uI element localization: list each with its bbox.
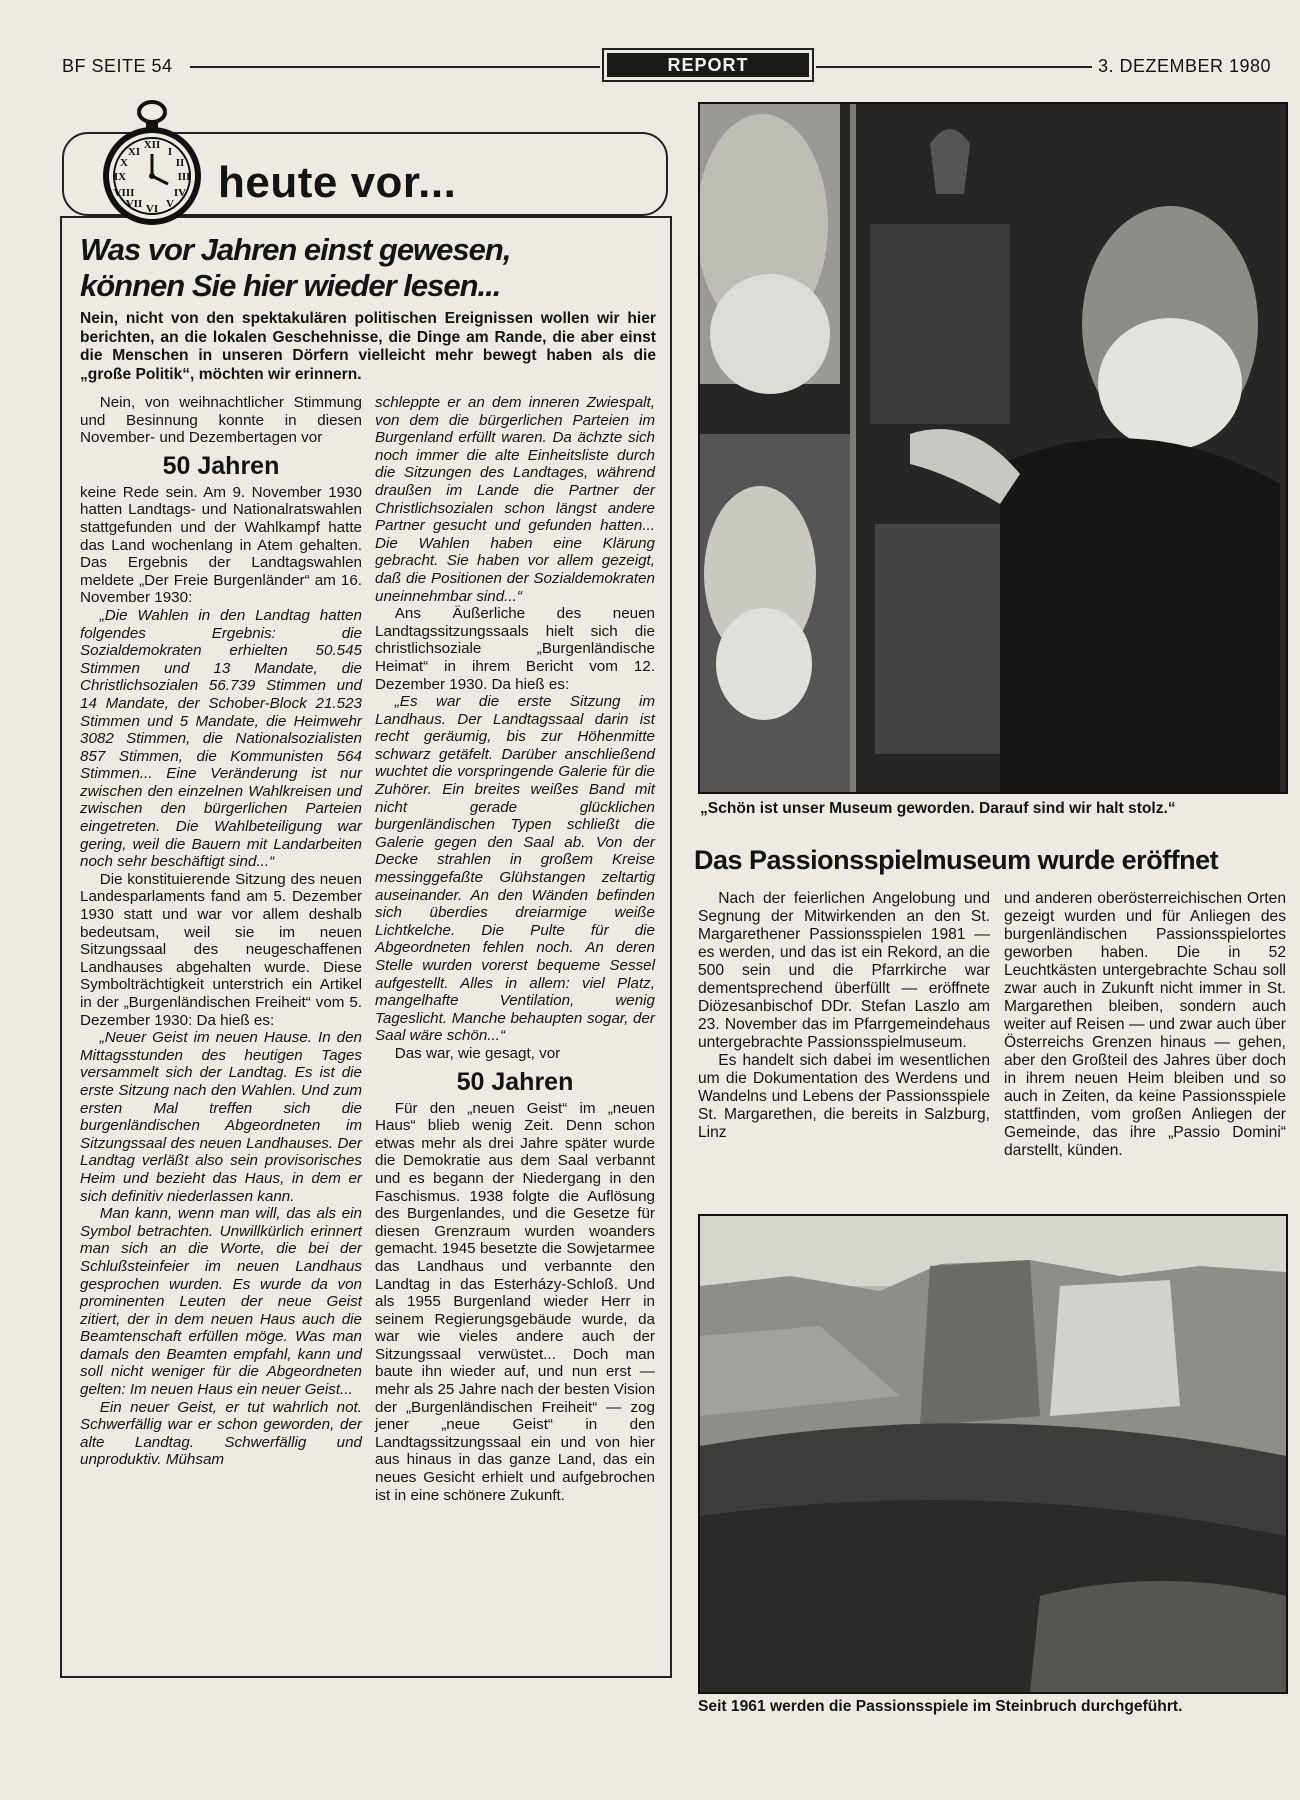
kicker-line-2: können Sie hier wieder lesen...: [80, 268, 501, 303]
article1-column-2: [375, 394, 655, 1504]
quote-paragraph: „Es war die erste Sitzung im Landhaus. Der Landtagssaal darin ist recht geräumig, bis zur Höhenmitte schwarz getäfelt. Darüber anschließend wuchtet die vorspringende Galerie für die Zuhörer. Ein breites weißes Band mit nicht gerade glücklichen burgenländischen Typen schließt die Galerie gegen den Saal ab. Von der Decke strahlen in großem Kreise messinggefaßte Glühstangen zeltartig auseinander. An den Wänden befinden sich überdies dreiarmige weiße Lichtkelche. Die Pulte für die Abgeordneten fehlen noch. An deren Stelle wurden vorerst bequeme Sessel aufgestellt. Alles in allem: viel Platz, mangelhafte Ventilation, wenig Tageslicht. Manche behaupten sogar, der Saal wäre schön...“: [375, 693, 655, 1045]
subheading-50-jahren: 50 Jahren: [162, 451, 280, 480]
quote-paragraph: Man kann, wenn man will, das als ein Symbol betrachten. Unwillkürlich erinnert man sich an die Worte, die bei der Schlußsteinfeier im neuen Landhaus gesprochen wurden. Es wurde da von prominenten Leuten der neue Geist zitiert, der in dem neuen Haus auch die Beamtenschaft erfüllen möge. Was man damals den Beamten empfahl, kann und soll nicht weniger für die Abgeordneten gelten: Im neuen Haus ein neuer Geist...: [80, 1205, 362, 1399]
quote-paragraph: schleppte er an dem inneren Zwiespalt, von dem die bürgerlichen Parteien im Burgenland erfüllt waren. Da ächzte sich noch immer die alte Einheitsliste durch die Sitzungen des Landtages, während draußen im Lande die Partner der Christlichsozialen schon längst andere Partner gesucht und gefunden hatten... Die Wahlen haben eine Klärung gebracht. Sie haben vor allem gezeigt, daß die Positionen der Sozialdemokraten uneinnehmbar sind...“: [375, 394, 655, 605]
svg-text:VI: VI: [145, 203, 159, 215]
quarry-photo: [698, 1214, 1288, 1694]
paragraph: Die konstituierende Sitzung des neuen Landesparlaments fand am 5. Dezember 1930 statt und war vor allem deshalb bedeutsam, weil sie im neuen Sitzungssaal des neugeschaffenen Landhauses abgehalten wurde. Diese Symbolträchtigkeit unterstrich ein Artikel in der „Burgenländischen Freiheit“ vom 5. Dezember 1930: Da hieß es:: [80, 870, 362, 1029]
svg-text:X: X: [120, 157, 128, 169]
svg-text:III: III: [177, 171, 191, 183]
paragraph: und anderen oberösterreichischen Orten gezeigt wurden und für Anliegen des burgenländischen Passionsspielortes geworben haben. Die in 52 Leuchtkästen untergebrachte Schau soll zwar auch in Zukunft nicht immer in St. Margarethen bleiben, sondern auch weiter auf Reisen — und zwar auch über Österreichs Grenzen hinaus — gehen, aber den Großteil des Jahres über doch in ihrem neuen Heim bleiben und so auch in Zeiten, da keine Passionsspiele stattfinden, vom großen Anliegen der Gemeinde, das ihre „Passio Domini“ darstellt, künden.: [1004, 890, 1286, 1159]
subheading-50-jahren: 50 Jahren: [456, 1067, 574, 1096]
quote-paragraph: Ein neuer Geist, er tut wahrlich not. Schwerfällig war er schon geworden, der alte Landtag. Schwerfällig und unproduktiv. Mühsam: [80, 1398, 362, 1469]
museum-photo-graphic: [700, 104, 1286, 792]
issue-date: 3. DEZEMBER 1980: [1098, 56, 1272, 76]
paragraph: keine Rede sein. Am 9. November 1930 hatten Landtags- und Nationalratswahlen stattgefunden und der Wahlkampf hatte das Land wochenlang in Atem gehalten. Das Ergebnis der Landtagswahlen meldete „Der Freie Burgenländer“ am 16. November 1930:: [80, 483, 362, 607]
article2-column-2: [1004, 890, 1286, 1160]
svg-text:V: V: [166, 198, 174, 210]
kicker-headline: [80, 232, 660, 304]
pocket-watch-icon: [98, 96, 206, 226]
paragraph: Das war, wie gesagt, vor: [394, 1044, 561, 1062]
section-banner: [602, 48, 814, 82]
svg-text:VII: VII: [125, 198, 143, 210]
article2-column-1: [698, 890, 990, 1142]
quarry-photo-caption: Seit 1961 werden die Passionsspiele im Steinbruch durchgeführt.: [698, 1698, 1183, 1715]
quarry-photo-graphic: [700, 1216, 1286, 1692]
svg-text:XI: XI: [127, 146, 141, 158]
svg-text:VIII: VIII: [113, 187, 135, 199]
page-label: BF SEITE 54: [62, 56, 173, 76]
paragraph: Nach der feierlichen Angelobung und Segnung der Mitwirkenden an den St. Margarethener Passionsspielen 1981 — es werden, und das ist ein Rekord, an die 500 sein und die Pfarrkirche war dementsprechend überfüllt — eröffnete Diözesanbischof DDr. Stefan Laszlo am 23. November das im Pfarrgemeindehaus untergebrachte Passionsspielmuseum.: [698, 890, 990, 1051]
heute-vor-title: heute vor...: [218, 158, 457, 207]
paragraph: Nein, von weihnachtlicher Stimmung und Besinnung konnte in diesen November- und Dezembertagen vor: [80, 394, 362, 447]
kicker-line-1: Was vor Jahren einst gewesen,: [80, 232, 511, 267]
svg-text:I: I: [167, 146, 173, 158]
intro-paragraph: Nein, nicht von den spektakulären politischen Ereignissen wollen wir hier berichten, an die lokalen Geschehnisse, die Dinge am Rande, die aber einst die Menschen in unseren Dörfern vielleicht mehr bewegt haben als die „große Politik“, möchten wir erinnern.: [80, 310, 656, 383]
quote-paragraph: „Die Wahlen in den Landtag hatten folgendes Ergebnis: die Sozialdemokraten erhielten 50.545 Stimmen und 13 Mandate, die Christlichsozialen 56.739 Stimmen und 14 Mandate, der Schober-Block 21.523 Stimmen und 5 Mandate, die Heimwehr 3082 Stimmen, die Nationalsozialisten 857 Stimmen, die Kommunisten 564 Stimmen... Eine Veränderung ist nur zwischen den einzelnen Wahlkreisen und zwischen den bürgerlichen Parteien eingetreten. Die Wahlbeteiligung war gering, weil die Bauern mit Landarbeiten noch sehr beschäftigt sind...“: [80, 606, 362, 871]
article1-column-1: [80, 394, 362, 1469]
quote-paragraph: „Neuer Geist im neuen Hause. In den Mittagsstunden des heutigen Tages versammelt sich der Landtag. Es ist die erste Sitzung nach den Wahlen. Und zum ersten Mal treffen sich die burgenländischen Abgeordneten im Sitzungssaal des neuen Landhauses. Der Landtag verläßt also sein provisorisches Heim und bezieht das Haus, in dem er sich definitiv niederlassen kann.: [80, 1029, 362, 1205]
section-label: REPORT: [607, 53, 809, 77]
paragraph: Es handelt sich dabei im wesentlichen um die Dokumentation des Werdens und Wandelns und Lebens der Passionsspiele St. Margarethen, die bereits in Salzburg, Linz: [698, 1052, 990, 1141]
museum-photo-caption: „Schön ist unser Museum geworden. Darauf sind wir halt stolz.“: [700, 800, 1176, 817]
svg-text:II: II: [175, 157, 185, 169]
header-rule-right: [816, 66, 1092, 68]
svg-text:XII: XII: [143, 139, 161, 151]
paragraph: Ans Äußerliche des neuen Landtagssitzungssaals hielt sich die christlichsoziale „Burgenländische Heimat“ in ihrem Bericht vom 12. Dezember 1930. Da hieß es:: [375, 605, 655, 693]
header-rule-left: [190, 66, 600, 68]
paragraph: Für den „neuen Geist“ im „neuen Haus“ blieb wenig Zeit. Denn schon etwas mehr als drei Jahre später wurde die Demokratie aus dem Saal verbannt und es begann der Niedergang in den Faschismus. 1938 folgte die Auflösung des Burgenlandes, und die Gesetze für diesen Grenzraum wurden woanders gemacht. 1945 besetzte die Sowjetarmee das Landhaus und verbannte den Landtag in das Esterházy-Schloß. Und als 1955 Burgenland wieder Herr in seinem Regierungsgebäude wurde, da war wie vieles andere auch der Sitzungssaal verwüstet... Doch man baute ihn wieder auf, und nun erst — mehr als 25 Jahre nach der besten Vision der „Burgenländischen Freiheit“ — zog jener „neue Geist“ in den Landtagssitzungssaal ein und von hier aus hinaus in das ganze Land, das ein neues Gesicht erhielt und aufgebrochen ist in eine schönere Zukunft.: [375, 1099, 656, 1504]
svg-text:IV: IV: [173, 187, 187, 199]
article2-headline: Das Passionsspielmuseum wurde eröffnet: [694, 845, 1219, 875]
museum-photo: [698, 102, 1288, 794]
svg-text:IX: IX: [113, 171, 127, 183]
